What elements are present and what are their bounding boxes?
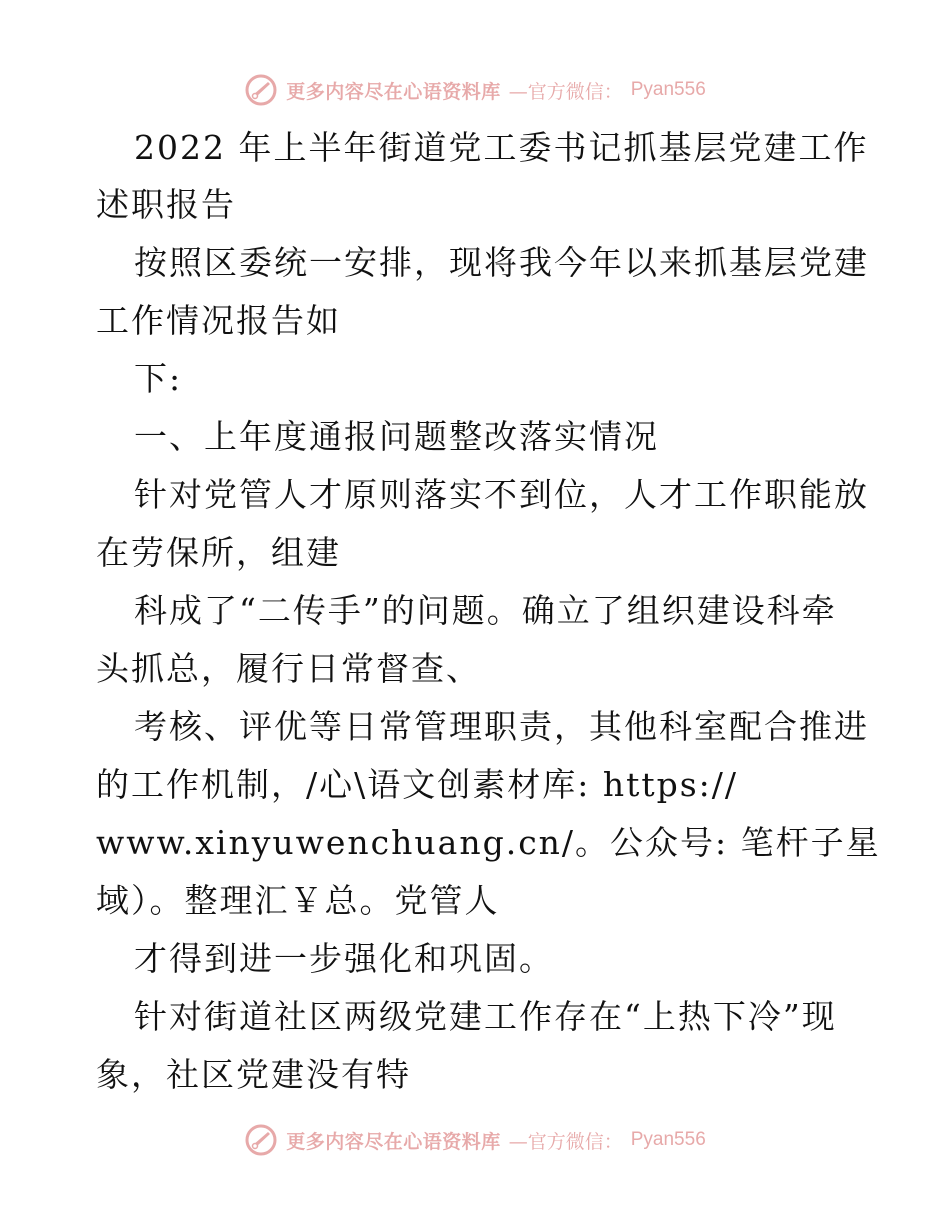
- banner-contact-text: —官方微信：: [508, 1130, 623, 1153]
- header-watermark-banner: [0, 70, 950, 110]
- paragraph-line: 针对党管人才原则落实不到位，人才工作职能放: [134, 475, 869, 514]
- banner-wechat-id: Pyan556: [630, 1129, 706, 1150]
- paragraph-line: 的工作机制，/心\语文创素材库: https://: [96, 765, 739, 804]
- logo-icon: [244, 73, 278, 107]
- paragraph-line: 头抓总，履行日常督查、: [96, 649, 481, 688]
- paragraph-line: www.xinyuwenchuang.cn/。公众号: 笔杆子星: [96, 823, 881, 862]
- banner-contact-text: —官方微信：: [508, 80, 623, 103]
- paragraph-line: 在劳保所，组建: [96, 533, 341, 572]
- paragraph-line: 科成了“二传手”的问题。确立了组织建设科牵: [134, 591, 837, 630]
- paragraph-line: 象，社区党建没有特: [96, 1055, 411, 1094]
- paragraph-line: 按照区委统一安排，现将我今年以来抓基层党建: [134, 243, 869, 282]
- paragraph-line: 才得到进一步强化和巩固。: [134, 939, 554, 978]
- section-heading: 一、上年度通报问题整改落实情况: [134, 417, 659, 456]
- paragraph-line: 域）。整理汇￥总。党管人: [96, 881, 500, 920]
- banner-wechat-id: Pyan556: [630, 79, 706, 100]
- paragraph-line: 考核、评优等日常管理职责，其他科室配合推进: [134, 707, 869, 746]
- paragraph-line: 针对街道社区两级党建工作存在“上热下冷”现: [134, 997, 837, 1036]
- paragraph-line: 下:: [134, 359, 183, 398]
- logo-icon: [244, 1123, 278, 1157]
- document-title-line-2: 述职报告: [96, 185, 236, 224]
- banner-brand-text: 更多内容尽在心语资料库: [286, 1130, 501, 1153]
- document-title-line-1: 2022 年上半年街道党工委书记抓基层党建工作: [134, 128, 869, 167]
- footer-watermark-banner: [0, 1120, 950, 1160]
- banner-brand-text: 更多内容尽在心语资料库: [286, 80, 501, 103]
- paragraph-line: 工作情况报告如: [96, 301, 341, 340]
